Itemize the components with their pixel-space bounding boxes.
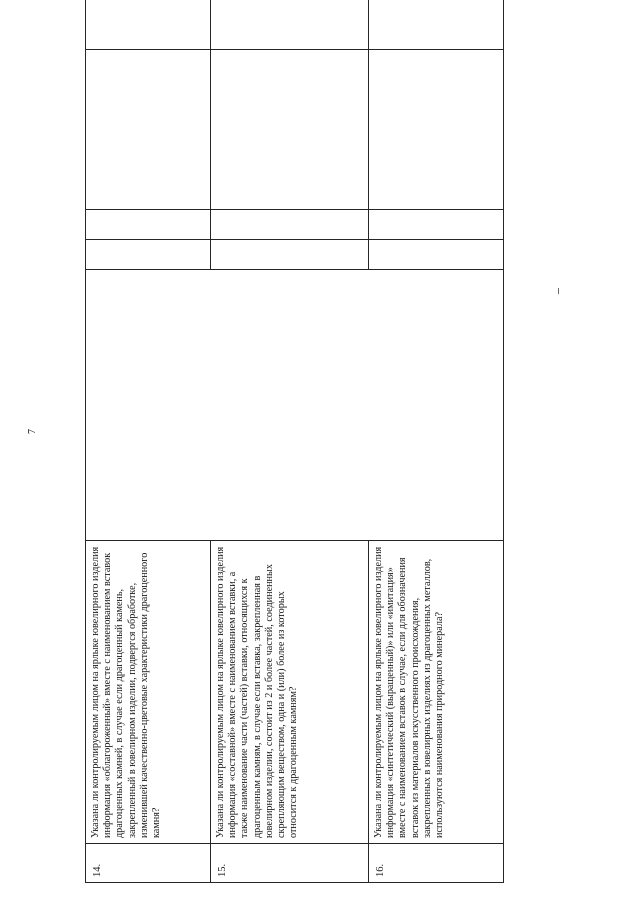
empty-cell bbox=[211, 0, 369, 50]
empty-cell bbox=[369, 0, 504, 50]
empty-cell bbox=[86, 0, 211, 50]
question-number: 16. bbox=[369, 844, 504, 883]
empty-cell bbox=[369, 50, 504, 210]
question-text: Указана ли контролируемым лицом на ярлыке ювелирного изделия информация «составной» вместе с наименованием вставки, а также наименование части (частей) вставки, относящихся к драгоценным камням, в случае если вставка, закрепленная в ювелирном изделии, состоит из 2 и более частей, соединенных скрепляющим веществом, одна и (или) более из которых относится к драгоценным камням? bbox=[211, 541, 369, 844]
empty-cell bbox=[86, 240, 211, 270]
question-number: 14. bbox=[86, 844, 211, 883]
merged-empty-cell bbox=[86, 270, 504, 541]
empty-cell bbox=[369, 210, 504, 240]
question-number: 15. bbox=[211, 844, 369, 883]
question-text: Указана ли контролируемым лицом на ярлыке ювелирного изделия информация «синтетический (выращенный)» или «имитация» вместе с наименованием вставок в случае, если для обозначения вставок из материалов искусственного происхождения, закрепленных в ювелирных изделиях из драгоценных металлов, используются наименования природного минерала? bbox=[369, 541, 504, 844]
page-number: 7 bbox=[27, 429, 38, 434]
empty-cell bbox=[211, 240, 369, 270]
scan-mark bbox=[558, 288, 559, 294]
empty-cell bbox=[211, 210, 369, 240]
empty-cell bbox=[211, 50, 369, 210]
empty-cell bbox=[86, 50, 211, 210]
empty-cell bbox=[86, 210, 211, 240]
table-row bbox=[86, 0, 211, 883]
question-text: Указана ли контролируемым лицом на ярлыке ювелирного изделия информация «облагороженный» вместе с наименованием вставок драгоценных камней, в случае если драгоценный камень, закрепленный в ювелирном изделии, подвергся обработке, изменившей качественно-цветовые характеристики драгоценного камня? bbox=[86, 541, 211, 844]
checklist-table bbox=[85, 0, 504, 883]
empty-cell bbox=[369, 240, 504, 270]
